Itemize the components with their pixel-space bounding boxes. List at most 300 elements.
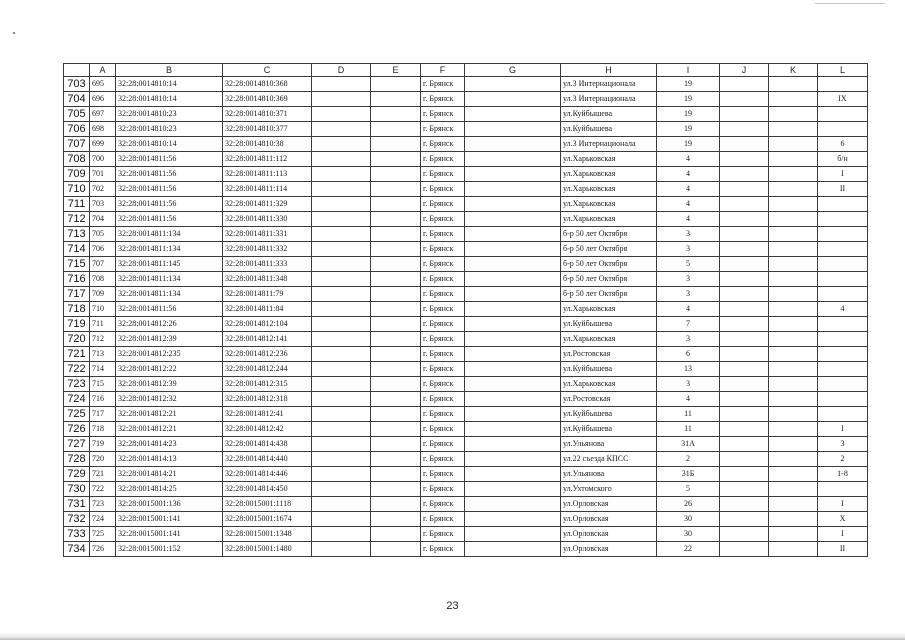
cell-b: 32:28:0014810:14 — [116, 92, 223, 107]
cell-f: г. Брянск — [421, 452, 465, 467]
cell-j — [720, 542, 769, 557]
cell-b: 32:28:0014812:22 — [116, 362, 223, 377]
table-row — [64, 167, 868, 182]
cell-i: 19 — [657, 137, 720, 152]
cell-g — [465, 347, 561, 362]
row-number: 728 — [64, 452, 90, 467]
cell-a: 696 — [90, 92, 116, 107]
cell-c: 32:28:0014810:377 — [223, 122, 312, 137]
cell-b: 32:28:0014811:56 — [116, 197, 223, 212]
cell-e — [371, 242, 421, 257]
cell-c: 32:28:0014811:84 — [223, 302, 312, 317]
row-number: 716 — [64, 272, 90, 287]
cell-h: ул.3 Интернационала — [561, 77, 657, 92]
cell-l — [818, 197, 868, 212]
cell-f: г. Брянск — [421, 137, 465, 152]
cell-h: ул.Ульянова — [561, 467, 657, 482]
cell-i: 4 — [657, 212, 720, 227]
cell-i: 7 — [657, 317, 720, 332]
cell-h: ул.Ульянова — [561, 437, 657, 452]
cell-g — [465, 257, 561, 272]
cell-g — [465, 167, 561, 182]
cell-b: 32:28:0014814:23 — [116, 437, 223, 452]
table-row — [64, 257, 868, 272]
cell-i: 3 — [657, 287, 720, 302]
table-row — [64, 332, 868, 347]
cell-j — [720, 452, 769, 467]
cell-j — [720, 422, 769, 437]
cell-i: 30 — [657, 512, 720, 527]
cell-c: 32:28:0014812:141 — [223, 332, 312, 347]
cell-b: 32:28:0014812:26 — [116, 317, 223, 332]
cell-i: 4 — [657, 167, 720, 182]
table-row — [64, 452, 868, 467]
cell-i: 3 — [657, 332, 720, 347]
column-header-row — [64, 64, 868, 77]
cell-a: 707 — [90, 257, 116, 272]
cell-j — [720, 122, 769, 137]
cell-j — [720, 242, 769, 257]
cell-l: I — [818, 497, 868, 512]
row-number: 715 — [64, 257, 90, 272]
cell-h: ул.Орловская — [561, 512, 657, 527]
cell-h: ул.Орловская — [561, 497, 657, 512]
cell-k — [769, 392, 818, 407]
cell-h: ул.Куйбышева — [561, 407, 657, 422]
cell-d — [312, 377, 371, 392]
cell-l: 4 — [818, 302, 868, 317]
cell-h: ул.Харьковская — [561, 212, 657, 227]
cell-a: 702 — [90, 182, 116, 197]
cell-g — [465, 122, 561, 137]
cell-f: г. Брянск — [421, 332, 465, 347]
cell-e — [371, 467, 421, 482]
cell-f: г. Брянск — [421, 497, 465, 512]
cell-c: 32:28:0014811:112 — [223, 152, 312, 167]
cell-e — [371, 377, 421, 392]
row-number: 724 — [64, 392, 90, 407]
row-number: 719 — [64, 317, 90, 332]
cell-j — [720, 107, 769, 122]
row-number: 714 — [64, 242, 90, 257]
row-number: 722 — [64, 362, 90, 377]
cell-l — [818, 287, 868, 302]
cell-k — [769, 287, 818, 302]
cell-f: г. Брянск — [421, 92, 465, 107]
table-row — [64, 467, 868, 482]
cell-b: 32:28:0015001:136 — [116, 497, 223, 512]
cell-i: 3 — [657, 272, 720, 287]
cell-b: 32:28:0014812:32 — [116, 392, 223, 407]
row-number: 710 — [64, 182, 90, 197]
cell-a: 706 — [90, 242, 116, 257]
table-row — [64, 137, 868, 152]
cell-f: г. Брянск — [421, 77, 465, 92]
cell-b: 32:28:0014812:39 — [116, 377, 223, 392]
cell-d — [312, 137, 371, 152]
cell-g — [465, 377, 561, 392]
row-number: 725 — [64, 407, 90, 422]
column-header-b: B — [116, 64, 223, 77]
cell-j — [720, 152, 769, 167]
cell-k — [769, 152, 818, 167]
cell-d — [312, 152, 371, 167]
cell-g — [465, 527, 561, 542]
cell-d — [312, 542, 371, 557]
cell-j — [720, 77, 769, 92]
cell-f: г. Брянск — [421, 317, 465, 332]
cell-l — [818, 482, 868, 497]
cell-c: 32:28:0014811:330 — [223, 212, 312, 227]
cell-c: 32:28:0014811:331 — [223, 227, 312, 242]
cell-k — [769, 302, 818, 317]
cell-a: 724 — [90, 512, 116, 527]
corner-header — [64, 64, 90, 77]
cell-j — [720, 257, 769, 272]
cell-d — [312, 242, 371, 257]
cell-b: 32:28:0014810:23 — [116, 107, 223, 122]
cell-k — [769, 512, 818, 527]
cell-e — [371, 257, 421, 272]
table-row — [64, 197, 868, 212]
cell-f: г. Брянск — [421, 467, 465, 482]
cell-e — [371, 107, 421, 122]
table-row — [64, 422, 868, 437]
cell-e — [371, 92, 421, 107]
cell-h: ул.3 Интернационала — [561, 92, 657, 107]
cell-f: г. Брянск — [421, 302, 465, 317]
cell-j — [720, 377, 769, 392]
cell-f: г. Брянск — [421, 122, 465, 137]
row-number: 713 — [64, 227, 90, 242]
cell-j — [720, 437, 769, 452]
cell-c: 32:28:0014812:41 — [223, 407, 312, 422]
cell-d — [312, 197, 371, 212]
cell-a: 715 — [90, 377, 116, 392]
cell-h: ул.Орловская — [561, 527, 657, 542]
cell-b: 32:28:0014811:134 — [116, 227, 223, 242]
cell-i: 2 — [657, 452, 720, 467]
row-number: 707 — [64, 137, 90, 152]
cell-c: 32:28:0014810:369 — [223, 92, 312, 107]
cell-a: 695 — [90, 77, 116, 92]
cell-b: 32:28:0014811:134 — [116, 272, 223, 287]
cell-c: 32:28:0014810:368 — [223, 77, 312, 92]
column-header-j: J — [720, 64, 769, 77]
cell-d — [312, 317, 371, 332]
cell-c: 32:28:0014812:315 — [223, 377, 312, 392]
cell-h: ул.Харьковская — [561, 302, 657, 317]
table-row — [64, 482, 868, 497]
cell-h: ул.Харьковская — [561, 182, 657, 197]
cell-c: 32:28:0014811:348 — [223, 272, 312, 287]
row-number: 729 — [64, 467, 90, 482]
cell-l: 1-8 — [818, 467, 868, 482]
cell-d — [312, 362, 371, 377]
cell-k — [769, 437, 818, 452]
cell-a: 725 — [90, 527, 116, 542]
cell-l — [818, 122, 868, 137]
cell-c: 32:28:0014812:236 — [223, 347, 312, 362]
cell-g — [465, 77, 561, 92]
cell-j — [720, 482, 769, 497]
cell-d — [312, 92, 371, 107]
table-row — [64, 512, 868, 527]
cell-b: 32:28:0014811:56 — [116, 182, 223, 197]
table-row — [64, 542, 868, 557]
cell-a: 708 — [90, 272, 116, 287]
cell-h: б-р 50 лет Октября — [561, 227, 657, 242]
column-header-c: C — [223, 64, 312, 77]
cell-h: ул.Куйбышева — [561, 122, 657, 137]
cell-h: б-р 50 лет Октября — [561, 257, 657, 272]
cell-a: 699 — [90, 137, 116, 152]
cell-c: 32:28:0015001:1674 — [223, 512, 312, 527]
scan-artifact-line — [815, 3, 885, 4]
cell-g — [465, 92, 561, 107]
table-row — [64, 212, 868, 227]
cell-g — [465, 482, 561, 497]
table-row — [64, 392, 868, 407]
cell-a: 719 — [90, 437, 116, 452]
cell-e — [371, 152, 421, 167]
cell-f: г. Брянск — [421, 227, 465, 242]
cell-l — [818, 227, 868, 242]
cell-g — [465, 242, 561, 257]
cell-l: I — [818, 167, 868, 182]
cell-d — [312, 482, 371, 497]
cell-e — [371, 422, 421, 437]
cell-h: ул.Харьковская — [561, 167, 657, 182]
cell-l — [818, 242, 868, 257]
cell-j — [720, 227, 769, 242]
cell-e — [371, 512, 421, 527]
column-header-g: G — [465, 64, 561, 77]
cell-i: 6 — [657, 347, 720, 362]
cell-h: ул.Харьковская — [561, 332, 657, 347]
cell-g — [465, 542, 561, 557]
column-header-i: I — [657, 64, 720, 77]
row-number: 717 — [64, 287, 90, 302]
cell-l — [818, 407, 868, 422]
row-number: 734 — [64, 542, 90, 557]
cell-l: IX — [818, 92, 868, 107]
row-number: 718 — [64, 302, 90, 317]
cell-j — [720, 407, 769, 422]
cell-a: 701 — [90, 167, 116, 182]
row-number: 732 — [64, 512, 90, 527]
cell-a: 716 — [90, 392, 116, 407]
cell-d — [312, 182, 371, 197]
table-row — [64, 152, 868, 167]
cell-f: г. Брянск — [421, 152, 465, 167]
cell-i: 22 — [657, 542, 720, 557]
cell-k — [769, 272, 818, 287]
cell-b: 32:28:0014811:134 — [116, 242, 223, 257]
spreadsheet-table — [63, 63, 868, 557]
cell-i: 4 — [657, 182, 720, 197]
cell-k — [769, 242, 818, 257]
column-header-d: D — [312, 64, 371, 77]
cell-d — [312, 122, 371, 137]
cell-g — [465, 182, 561, 197]
cell-b: 32:28:0014812:39 — [116, 332, 223, 347]
cell-d — [312, 107, 371, 122]
cell-d — [312, 257, 371, 272]
cell-f: г. Брянск — [421, 167, 465, 182]
cell-g — [465, 137, 561, 152]
column-header-k: K — [769, 64, 818, 77]
table-row — [64, 77, 868, 92]
cell-h: б-р 50 лет Октября — [561, 287, 657, 302]
cell-j — [720, 512, 769, 527]
table-row — [64, 347, 868, 362]
row-number: 706 — [64, 122, 90, 137]
row-number: 712 — [64, 212, 90, 227]
cell-d — [312, 167, 371, 182]
cell-b: 32:28:0014814:13 — [116, 452, 223, 467]
table-row — [64, 377, 868, 392]
table-row — [64, 182, 868, 197]
cell-e — [371, 392, 421, 407]
cell-h: ул.Куйбышева — [561, 422, 657, 437]
cell-j — [720, 467, 769, 482]
cell-g — [465, 407, 561, 422]
cell-b: 32:28:0014812:21 — [116, 422, 223, 437]
cell-e — [371, 437, 421, 452]
cell-k — [769, 107, 818, 122]
cell-c: 32:28:0014811:333 — [223, 257, 312, 272]
cell-e — [371, 197, 421, 212]
cell-f: г. Брянск — [421, 527, 465, 542]
cell-k — [769, 227, 818, 242]
cell-g — [465, 317, 561, 332]
cell-k — [769, 257, 818, 272]
cell-g — [465, 332, 561, 347]
row-number: 723 — [64, 377, 90, 392]
table-row — [64, 317, 868, 332]
cell-g — [465, 302, 561, 317]
cell-i: 3 — [657, 242, 720, 257]
cell-d — [312, 272, 371, 287]
cell-j — [720, 317, 769, 332]
cell-c: 32:28:0014812:104 — [223, 317, 312, 332]
cell-g — [465, 287, 561, 302]
cell-l: б/н — [818, 152, 868, 167]
scan-bottom-edge — [0, 632, 905, 640]
scan-speck — [13, 32, 15, 34]
cell-k — [769, 212, 818, 227]
cell-l: II — [818, 182, 868, 197]
cell-k — [769, 137, 818, 152]
table-row — [64, 272, 868, 287]
cell-j — [720, 182, 769, 197]
cell-e — [371, 347, 421, 362]
cell-d — [312, 497, 371, 512]
cell-g — [465, 362, 561, 377]
cell-e — [371, 452, 421, 467]
cell-b: 32:28:0014811:56 — [116, 212, 223, 227]
cell-f: г. Брянск — [421, 257, 465, 272]
cell-k — [769, 482, 818, 497]
cell-e — [371, 302, 421, 317]
cell-g — [465, 197, 561, 212]
cell-a: 714 — [90, 362, 116, 377]
cell-b: 32:28:0014812:21 — [116, 407, 223, 422]
cell-d — [312, 392, 371, 407]
cell-i: 26 — [657, 497, 720, 512]
cell-j — [720, 302, 769, 317]
cell-b: 32:28:0014810:14 — [116, 137, 223, 152]
cell-e — [371, 332, 421, 347]
cell-j — [720, 392, 769, 407]
cell-k — [769, 377, 818, 392]
cell-a: 726 — [90, 542, 116, 557]
cell-i: 13 — [657, 362, 720, 377]
cell-k — [769, 407, 818, 422]
cell-f: г. Брянск — [421, 392, 465, 407]
cell-e — [371, 317, 421, 332]
cell-i: 4 — [657, 197, 720, 212]
row-number: 711 — [64, 197, 90, 212]
cell-f: г. Брянск — [421, 107, 465, 122]
cell-h: ул.3 Интернационала — [561, 137, 657, 152]
cell-f: г. Брянск — [421, 377, 465, 392]
column-header-l: L — [818, 64, 868, 77]
cell-b: 32:28:0014811:134 — [116, 287, 223, 302]
cell-l: 2 — [818, 452, 868, 467]
cell-l — [818, 362, 868, 377]
cell-k — [769, 182, 818, 197]
cell-f: г. Брянск — [421, 197, 465, 212]
cell-c: 32:28:0015001:1480 — [223, 542, 312, 557]
cell-j — [720, 362, 769, 377]
cell-c: 32:28:0014811:113 — [223, 167, 312, 182]
cell-c: 32:28:0015001:1348 — [223, 527, 312, 542]
cell-i: 5 — [657, 482, 720, 497]
cell-e — [371, 287, 421, 302]
cell-a: 718 — [90, 422, 116, 437]
cell-i: 3 — [657, 227, 720, 242]
table-row — [64, 242, 868, 257]
cell-b: 32:28:0014814:25 — [116, 482, 223, 497]
cell-l — [818, 107, 868, 122]
cell-h: ул.Ухтомского — [561, 482, 657, 497]
cell-j — [720, 197, 769, 212]
row-number: 705 — [64, 107, 90, 122]
cell-l — [818, 332, 868, 347]
cell-i: 31А — [657, 437, 720, 452]
cell-f: г. Брянск — [421, 482, 465, 497]
cell-e — [371, 137, 421, 152]
cell-h: ул.Харьковская — [561, 197, 657, 212]
cell-a: 697 — [90, 107, 116, 122]
cell-l: 3 — [818, 437, 868, 452]
cell-k — [769, 317, 818, 332]
cell-a: 698 — [90, 122, 116, 137]
cell-d — [312, 287, 371, 302]
cell-h: ул.Ростовская — [561, 392, 657, 407]
cell-d — [312, 77, 371, 92]
cell-h: ул.Орловская — [561, 542, 657, 557]
cell-h: б-р 50 лет Октября — [561, 272, 657, 287]
cell-l — [818, 377, 868, 392]
cell-l — [818, 212, 868, 227]
cell-d — [312, 347, 371, 362]
row-number: 726 — [64, 422, 90, 437]
cell-l: 6 — [818, 137, 868, 152]
cell-f: г. Брянск — [421, 407, 465, 422]
